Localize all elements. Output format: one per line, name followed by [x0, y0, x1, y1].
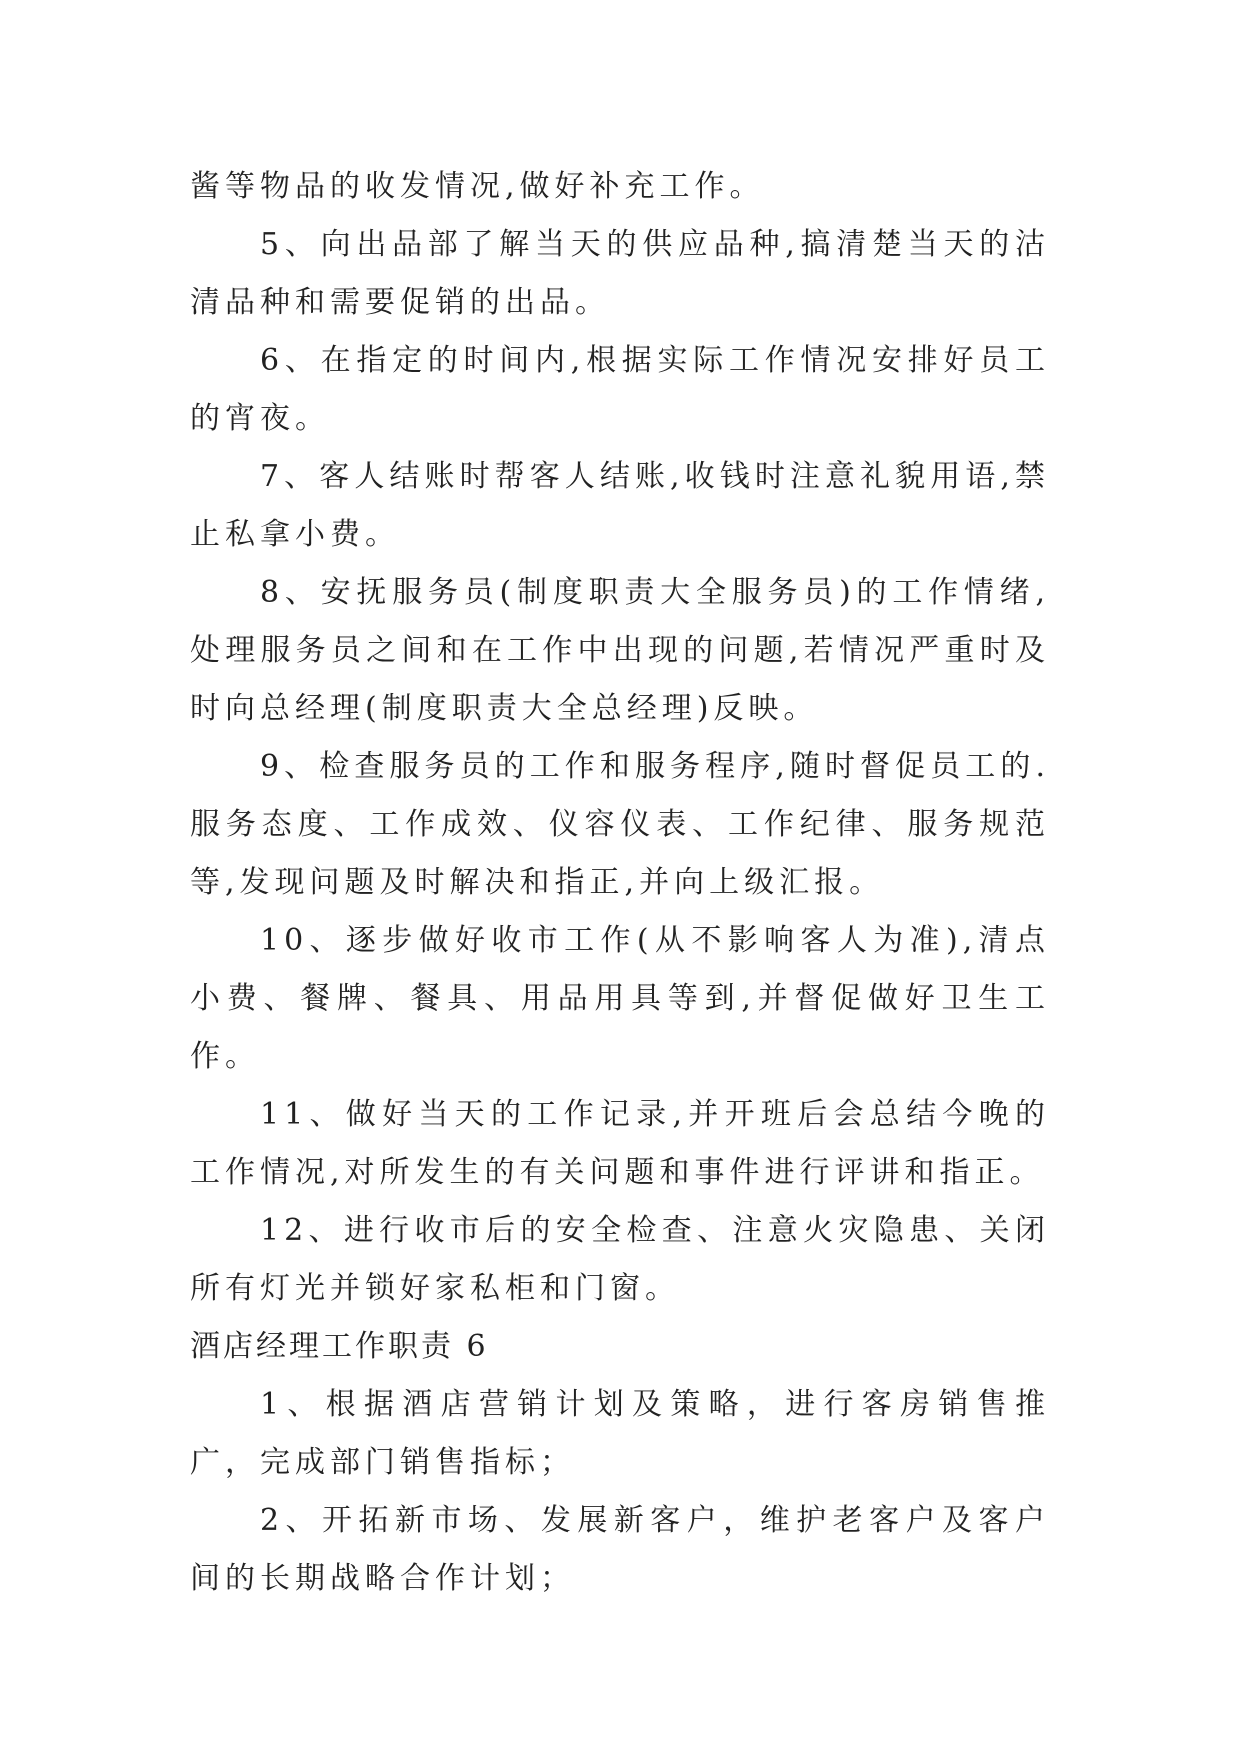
paragraph-item-7: 7、客人结账时帮客人结账,收钱时注意礼貌用语,禁止私拿小费。 [190, 459, 1050, 552]
paragraph-item-5: 5、向出品部了解当天的供应品种,搞清楚当天的沽清品种和需要促销的出品。 [190, 227, 1050, 320]
paragraph-item-11: 11、做好当天的工作记录,并开班后会总结今晚的工作情况,对所发生的有关问题和事件进行评讲和指正。 [190, 1097, 1050, 1190]
paragraph-item-9: 9、检查服务员的工作和服务程序,随时督促员工的.服务态度、工作成效、仪容仪表、工作纪律、服务规范等,发现问题及时解决和指正,并向上级汇报。 [190, 749, 1050, 900]
section-heading: 酒店经理工作职责 6 [190, 1329, 489, 1364]
paragraph-item-12: 12、进行收市后的安全检查、注意火灾隐患、关闭所有灯光并锁好家私柜和门窗。 [190, 1213, 1050, 1306]
paragraph-item-6: 6、在指定的时间内,根据实际工作情况安排好员工的宵夜。 [190, 343, 1050, 436]
paragraph-item-10: 10、逐步做好收市工作(从不影响客人为准),清点小费、餐牌、餐具、用品用具等到,并督促做好卫生工作。 [190, 923, 1050, 1074]
paragraph-continuation: 酱等物品的收发情况,做好补充工作。 [190, 169, 765, 204]
document-body [190, 158, 1050, 1608]
paragraph-duty-1: 1、根据酒店营销计划及策略，进行客房销售推广，完成部门销售指标； [190, 1387, 1050, 1480]
paragraph-duty-2: 2、开拓新市场、发展新客户，维护老客户及客户间的长期战略合作计划； [190, 1503, 1050, 1596]
paragraph-item-8: 8、安抚服务员(制度职责大全服务员)的工作情绪,处理服务员之间和在工作中出现的问题,若情况严重时及时向总经理(制度职责大全总经理)反映。 [190, 575, 1050, 726]
